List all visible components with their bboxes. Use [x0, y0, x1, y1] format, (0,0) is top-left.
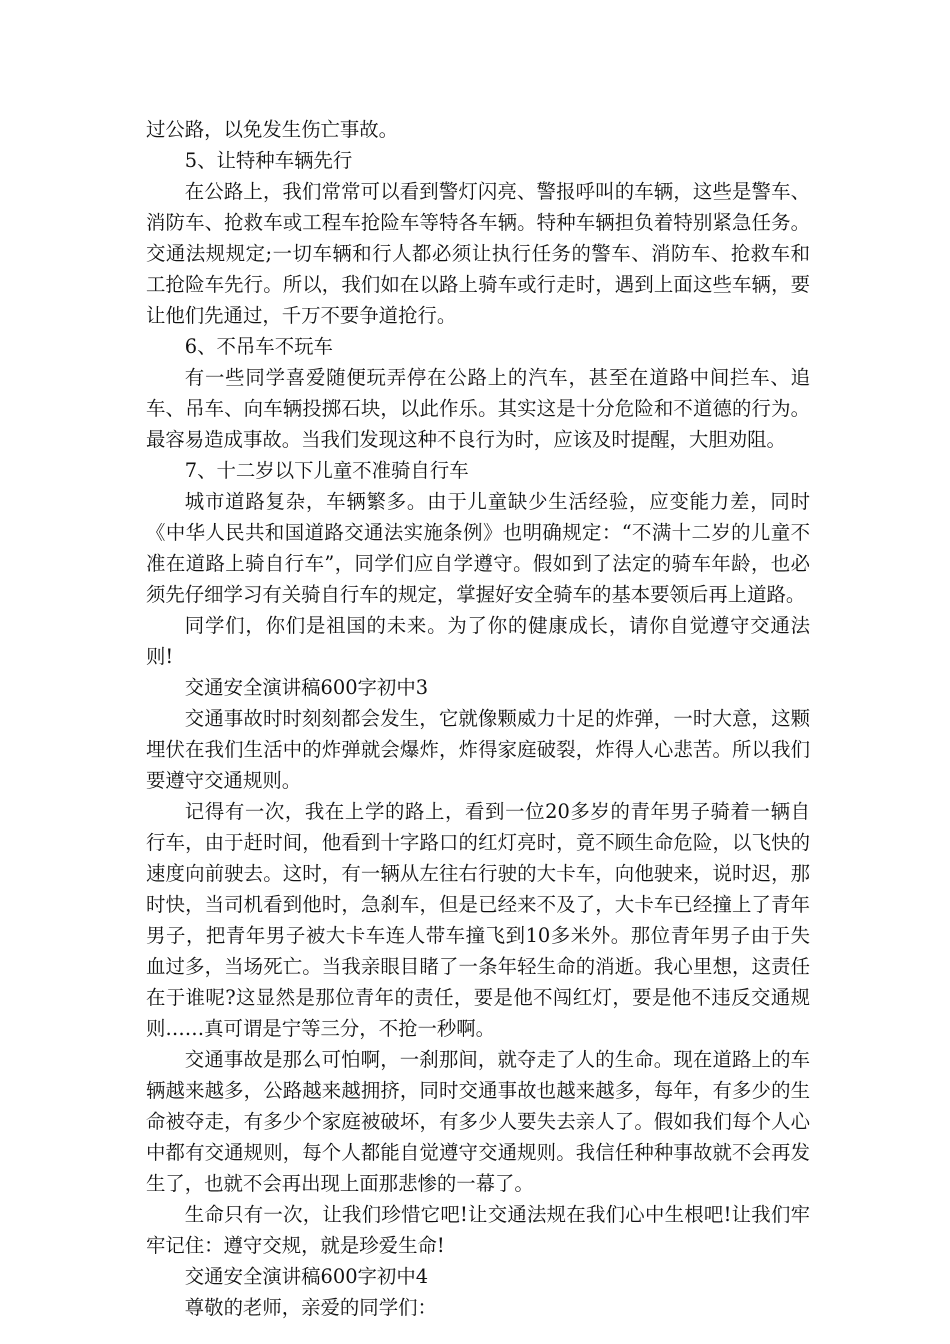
section-heading-6: 6、不吊车不玩车: [184, 335, 333, 358]
paragraph: 记得有一次，我在上学的路上，看到一位20多岁的青年男子骑着一辆自行车，由于赶时间，他看到十字路口的红灯亮时，竟不顾生命危险，以飞快的速度向前驶去。这时，有一辆从左往右行驶的大卡车，向他驶来，说时迟，那时快，当司机看到他时，急刹车，但是已经来不及了，大卡车已经撞上了青年男子，把青年男子被大卡车连人带车撞飞到10多米外。那位青年男子由于失血过多，当场死亡。当我亲眼目睹了一条年轻生命的消逝。我心里想，这责任在于谁呢?这显然是那位青年的责任，要是他不闯红灯，要是他不违反交通规则……真可谓是宁等三分，不抢一秒啊。: [146, 800, 810, 1040]
article-heading-3: 交通安全演讲稿600字初中3: [184, 676, 429, 699]
paragraph: 生命只有一次，让我们珍惜它吧!让交通法规在我们心中生根吧!让我们牢牢记住：遵守交规，就是珍爱生命!: [146, 1203, 810, 1257]
paragraph: 城市道路复杂，车辆繁多。由于儿童缺少生活经验，应变能力差，同时《中华人民共和国道路交通法实施条例》也明确规定：“不满十二岁的儿童不准在道路上骑自行车”，同学们应自学遵守。假如到了法定的骑车年龄，也必须先仔细学习有关骑自行车的规定，掌握好安全骑车的基本要领后再上道路。: [146, 490, 810, 606]
paragraph-continuation: 过公路，以免发生伤亡事故。: [146, 118, 399, 141]
paragraph: 有一些同学喜爱随便玩弄停在公路上的汽车，甚至在道路中间拦车、追车、吊车、向车辆投掷石块，以此作乐。其实这是十分危险和不道德的行为。最容易造成事故。当我们发现这种不良行为时，应该及时提醒，大胆劝阻。: [146, 366, 810, 451]
document-page: [146, 114, 810, 1323]
paragraph: 交通事故是那么可怕啊，一刹那间，就夺走了人的生命。现在道路上的车辆越来越多，公路越来越拥挤，同时交通事故也越来越多，每年，有多少的生命被夺走，有多少个家庭被破坏，有多少人要失去亲人了。假如我们每个人心中都有交通规则，每个人都能自觉遵守交通规则。我信任种种事故就不会再发生了，也就不会再出现上面那悲惨的一幕了。: [146, 1048, 810, 1195]
paragraph: 同学们，你们是祖国的未来。为了你的健康成长，请你自觉遵守交通法则!: [146, 614, 810, 668]
section-heading-7: 7、十二岁以下儿童不准骑自行车: [184, 459, 469, 482]
article-heading-4: 交通安全演讲稿600字初中4: [184, 1265, 429, 1288]
section-heading-5: 5、让特种车辆先行: [184, 149, 353, 172]
paragraph-salutation: 尊敬的老师，亲爱的同学们：: [184, 1296, 437, 1319]
paragraph: 在公路上，我们常常可以看到警灯闪亮、警报呼叫的车辆，这些是警车、消防车、抢救车或工程车抢险车等特各车辆。特种车辆担负着特别紧急任务。交通法规规定;一切车辆和行人都必须让执行任务的警车、消防车、抢救车和工抢险车先行。所以，我们如在以路上骑车或行走时，遇到上面这些车辆，要让他们先通过，千万不要争道抢行。: [146, 180, 810, 327]
paragraph: 交通事故时时刻刻都会发生，它就像颗威力十足的炸弹，一时大意，这颗埋伏在我们生活中的炸弹就会爆炸，炸得家庭破裂，炸得人心悲苦。所以我们要遵守交通规则。: [146, 707, 810, 792]
